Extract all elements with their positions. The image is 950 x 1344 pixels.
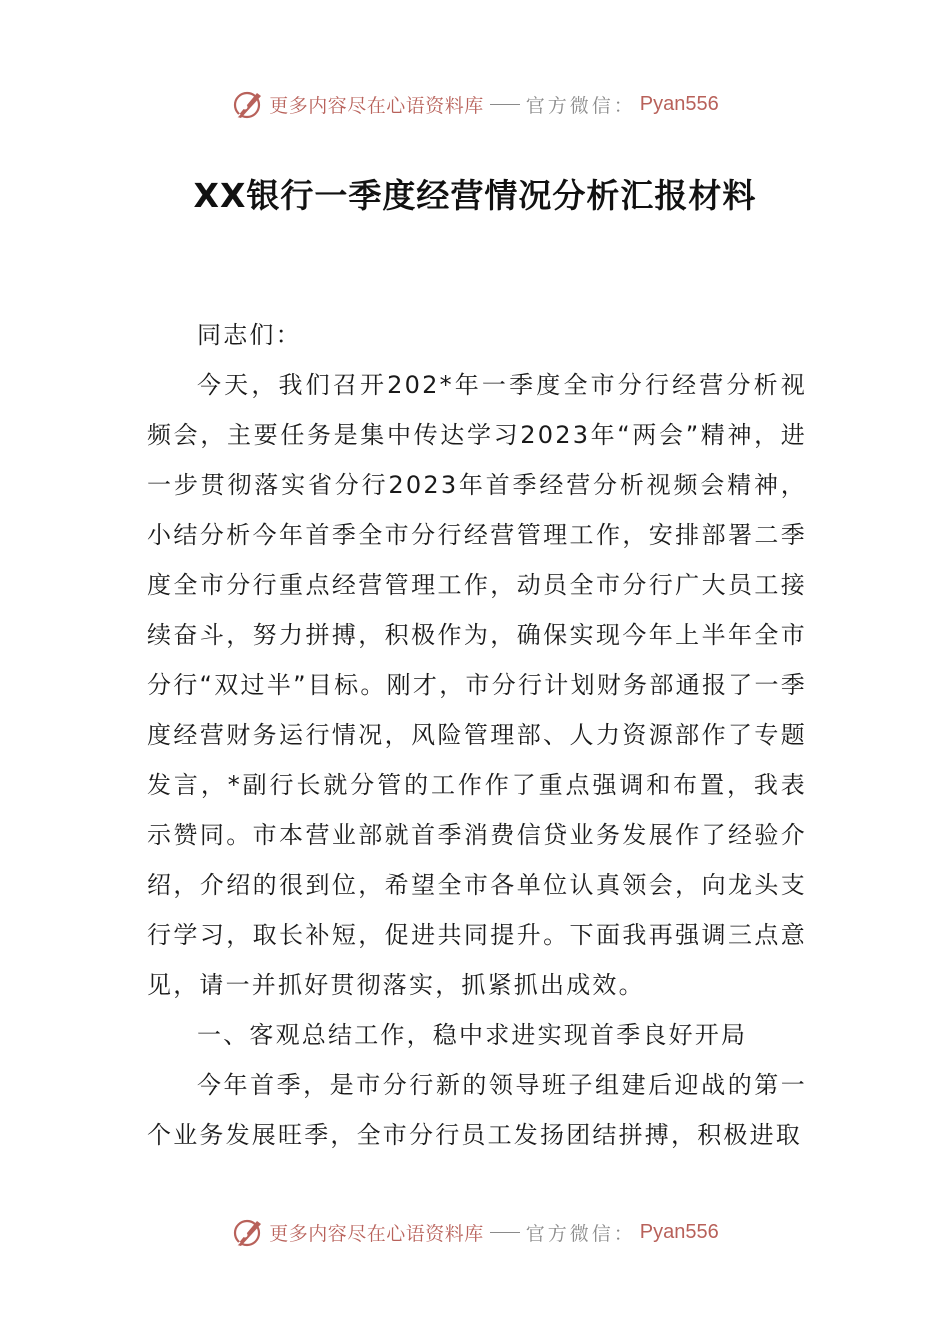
brand-text: 更多内容尽在心语资料库 <box>269 94 484 117</box>
wechat-id: Pyan556 <box>639 1220 719 1243</box>
wechat-label: 官方微信： <box>525 1222 636 1245</box>
section-heading: 一、客观总结工作，稳中求进实现首季良好开局 <box>197 1021 748 1049</box>
footer-banner <box>0 1212 950 1252</box>
divider-dash <box>490 104 520 105</box>
paragraph: 今天，我们召开202*年一季度全市分行经营分析视频会，主要任务是集中传达学习2023年“两会”精神，进一步贯彻落实省分行2023年首季经营分析视频会精神，小结分析今年首季全市分行经营管理工作，安排部署二季度全市分行重点经营管理工作，动员全市分行广大员工接续奋斗，努力拼搏，积极作为，确保实现今年上半年全市分行“双过半”目标。刚才，市分行计划财务部通报了一季度经营财务运行情况，风险管理部、人力资源部作了专题发言，*副行长就分管的工作作了重点强调和布置，我表示赞同。市本营业部就首季消费信贷业务发展作了经验介绍，介绍的很到位，希望全市各单位认真领会，向龙头支行学习，取长补短，促进共同提升。下面我再强调三点意见，请一并抓好贯彻落实，抓紧抓出成效。 <box>147 371 807 999</box>
pen-logo-icon <box>231 87 265 121</box>
paragraph: 今年首季，是市分行新的领导班子组建后迎战的第一个业务发展旺季，全市分行员工发扬团结拼搏，积极进取 <box>147 1071 807 1149</box>
wechat-label: 官方微信： <box>525 94 636 117</box>
header-banner <box>0 84 950 124</box>
wechat-id: Pyan556 <box>639 92 719 115</box>
document-body <box>147 310 807 1160</box>
divider-dash <box>490 1232 520 1233</box>
pen-logo-icon <box>231 1215 265 1249</box>
brand-text: 更多内容尽在心语资料库 <box>269 1222 484 1245</box>
document-title: XX银行一季度经营情况分析汇报材料 <box>193 176 757 215</box>
salutation: 同志们： <box>197 321 302 349</box>
